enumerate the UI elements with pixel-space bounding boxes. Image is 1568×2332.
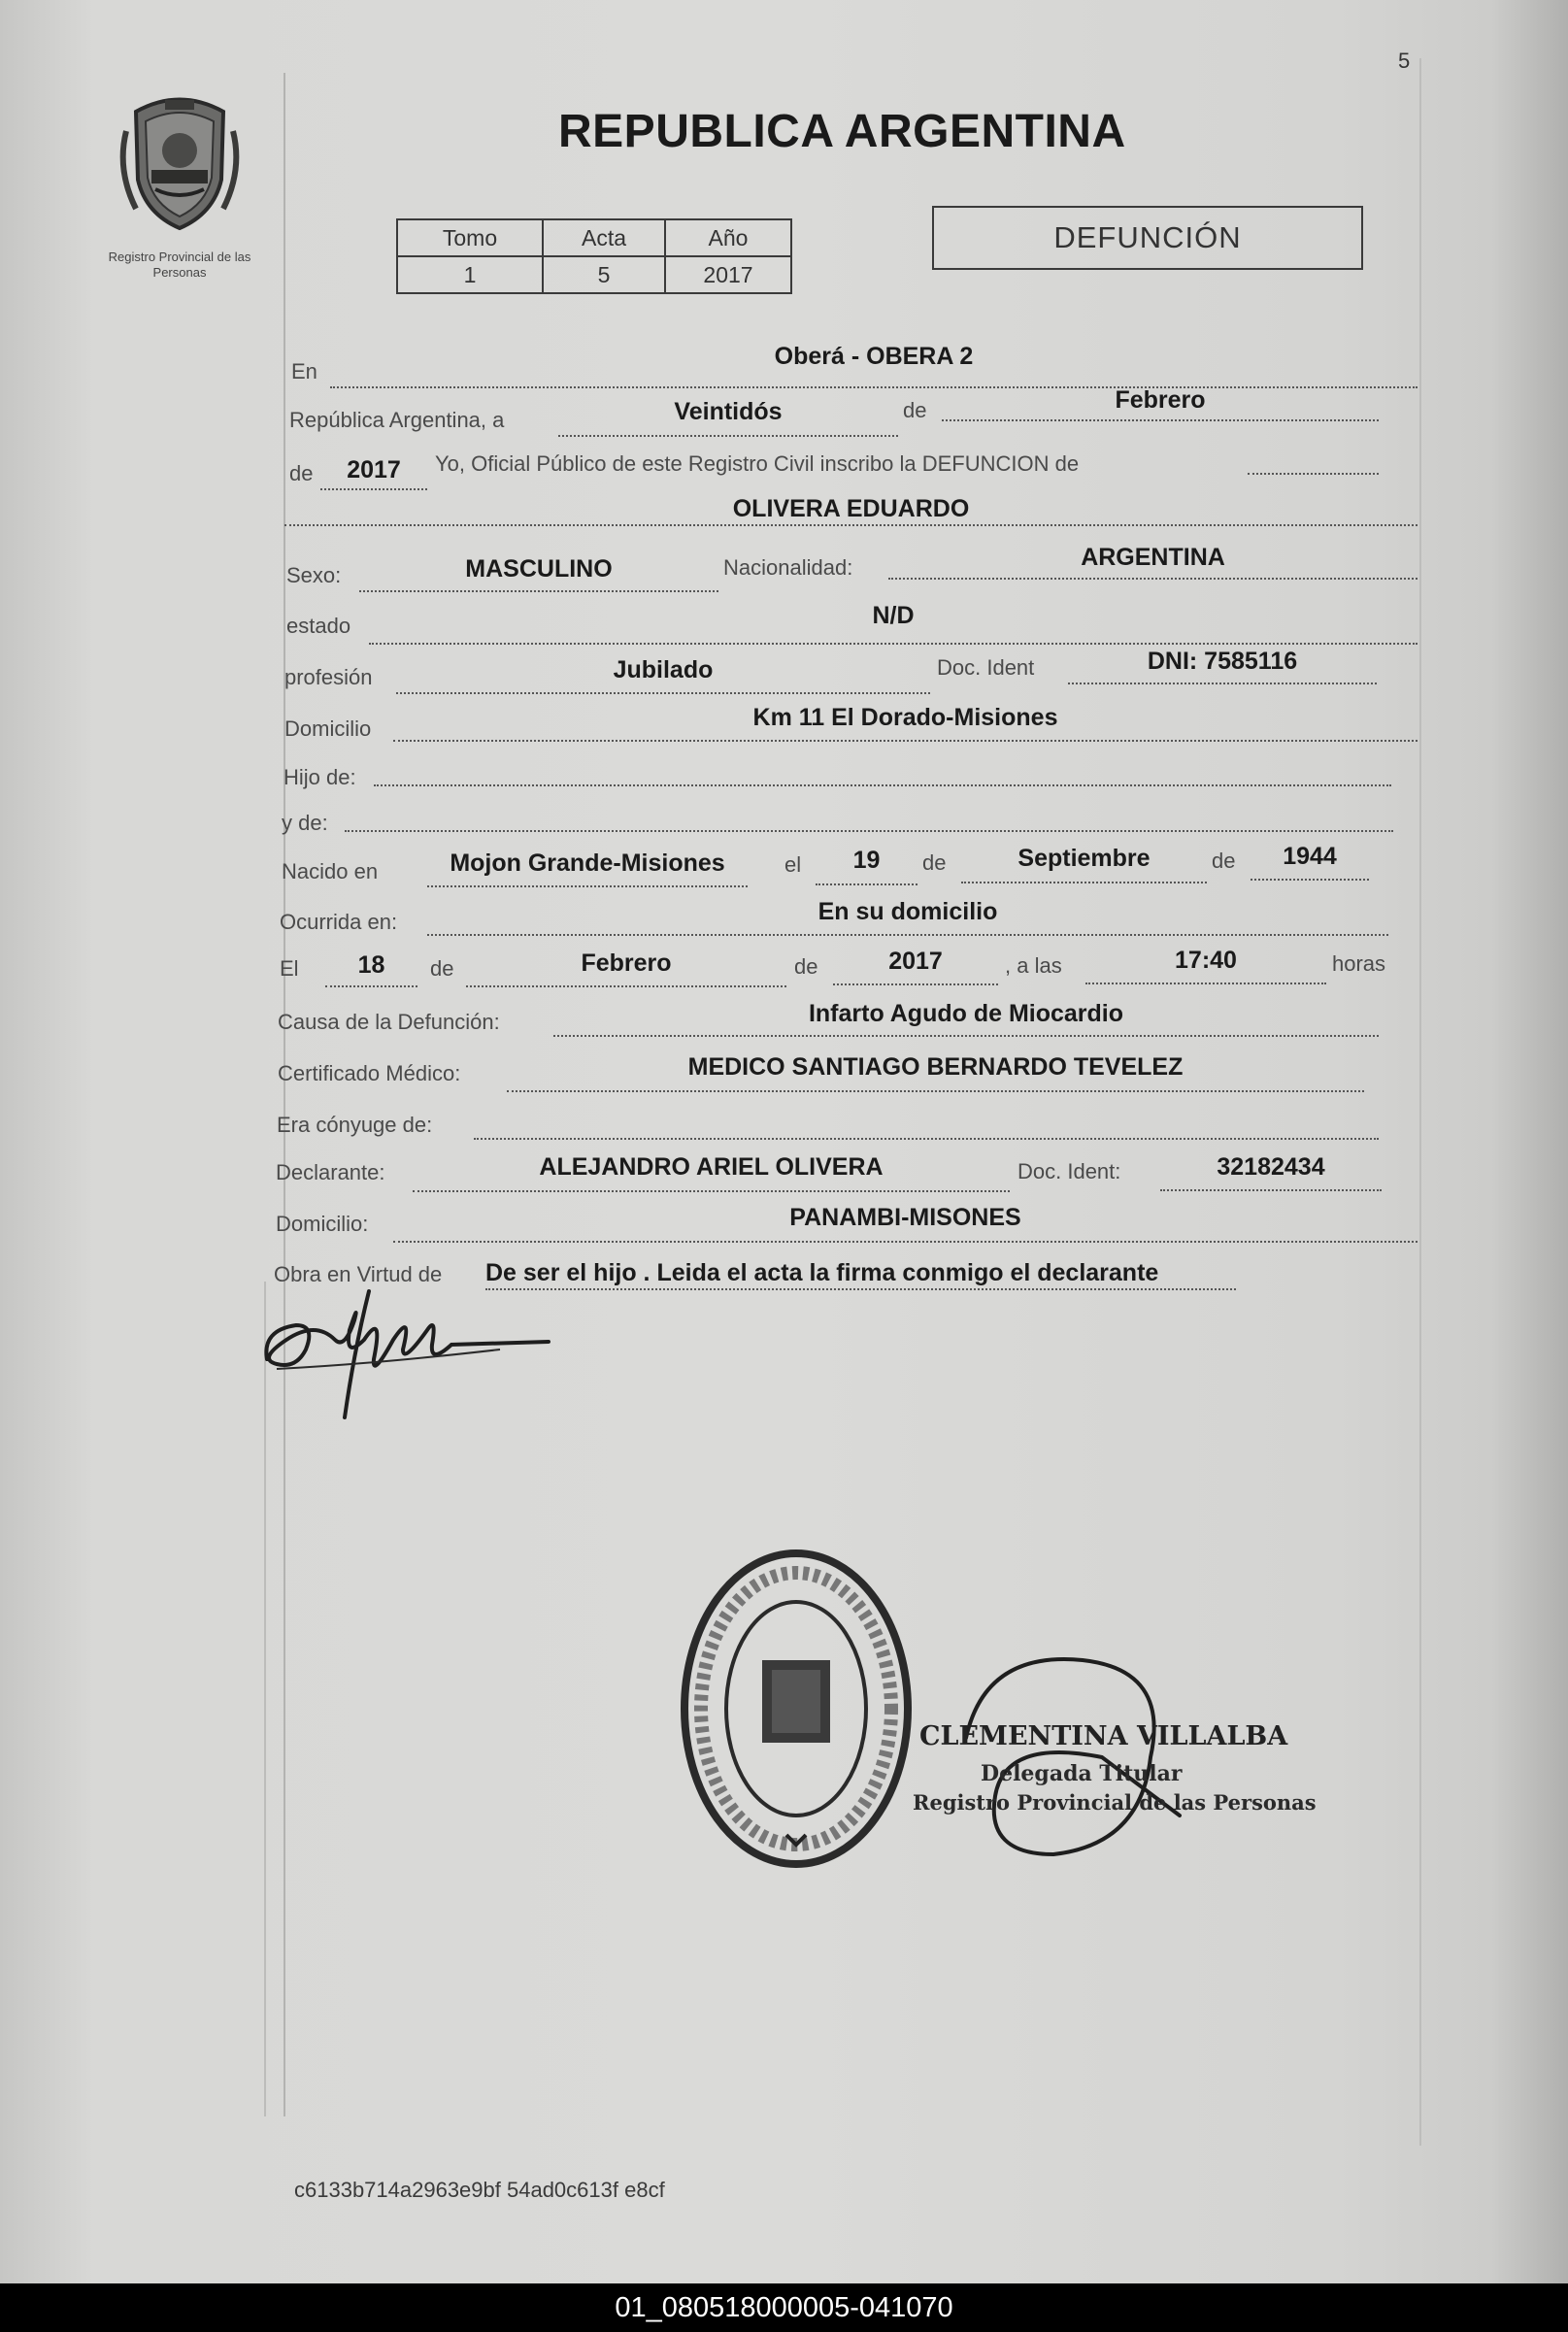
record-table: [396, 218, 792, 294]
obra-label: Obra en Virtud de: [274, 1262, 443, 1286]
year-line: [320, 488, 427, 490]
document-hash: c6133b714a2963e9bf 54ad0c613f e8cf: [294, 2178, 665, 2202]
conyuge-label: Era cónyuge de:: [277, 1113, 433, 1137]
conyuge-line: [474, 1138, 1379, 1140]
nacido-en-label: Nacido en: [282, 859, 379, 883]
en-label: En: [291, 359, 317, 383]
death-year-value: 2017: [888, 948, 943, 975]
deceased-name: OLIVERA EDUARDO: [732, 495, 970, 522]
birth-year-line: [1251, 879, 1369, 881]
nacionalidad-value: ARGENTINA: [1081, 544, 1225, 571]
domicilio-line: [393, 740, 1418, 742]
nacionalidad-label: Nacionalidad:: [723, 555, 853, 580]
certificado-value: MEDICO SANTIAGO BERNARDO TEVELEZ: [687, 1053, 1184, 1081]
causa-label: Causa de la Defunción:: [278, 1010, 500, 1034]
certificado-line: [507, 1090, 1364, 1092]
estado-value: N/D: [872, 602, 915, 629]
page-number: 5: [1398, 49, 1411, 73]
birth-year-value: 1944: [1283, 843, 1337, 870]
declarante-value: ALEJANDRO ARIEL OLIVERA: [539, 1153, 884, 1181]
causa-value: Infarto Agudo de Miocardio: [808, 1000, 1124, 1027]
declarante-label: Declarante:: [276, 1160, 385, 1184]
record-value-tomo: 1: [397, 256, 543, 293]
month-value: Febrero: [1115, 386, 1206, 414]
y-de-label: y de:: [282, 811, 328, 835]
death-month-value: Febrero: [581, 949, 672, 977]
declarante-line: [413, 1190, 1010, 1192]
obra-value: De ser el hijo . Leida el acta la firma conmigo el declarante: [485, 1259, 1159, 1286]
doc-ident2-line: [1160, 1189, 1382, 1191]
y-de-line: [345, 830, 1393, 832]
provincial-registry-emblem: [117, 92, 243, 233]
death-month-line: [466, 985, 786, 987]
profesion-label: profesión: [284, 665, 373, 689]
official-text: Yo, Oficial Público de este Registro Civil inscribo la DEFUNCION de: [435, 451, 1080, 476]
death-time-line: [1085, 983, 1326, 984]
official-text-line: [1248, 473, 1379, 475]
record-value-acta: 5: [543, 256, 665, 293]
record-value-ano: 2017: [665, 256, 791, 293]
profesion-value: Jubilado: [613, 656, 714, 683]
document-type-box: DEFUNCIÓN: [932, 206, 1363, 270]
officer-role: Delegada Titular: [981, 1761, 1183, 1786]
doc-ident-line: [1068, 683, 1377, 684]
doc-ident2-value: 32182434: [1217, 1153, 1325, 1181]
doc-ident-value: DNI: 7585116: [1147, 648, 1298, 675]
officer-name: CLEMENTINA VILLALBA: [919, 1721, 1288, 1751]
nacionalidad-line: [888, 578, 1418, 580]
a-las-label: , a las: [1005, 953, 1062, 978]
domicilio2-value: PANAMBI-MISONES: [789, 1204, 1021, 1231]
ocurrida-line: [427, 934, 1388, 936]
profesion-line: [396, 692, 930, 694]
nacido-en-line: [427, 885, 748, 887]
de-label-1: de: [903, 398, 927, 422]
birth-day-line: [816, 883, 917, 885]
domicilio-value: Km 11 El Dorado-Misiones: [752, 704, 1058, 731]
hijo-de-line: [374, 784, 1391, 786]
certificado-label: Certificado Médico:: [278, 1061, 461, 1085]
death-day-line: [325, 985, 417, 987]
birth-month-value: Septiembre: [1018, 845, 1151, 872]
ocurrida-label: Ocurrida en:: [280, 910, 398, 934]
page-title: REPUBLICA ARGENTINA: [558, 106, 1126, 157]
record-header-tomo: Tomo: [397, 219, 543, 256]
registry-caption: Registro Provincial de las Personas: [108, 250, 251, 280]
sexo-label: Sexo:: [286, 563, 342, 587]
doc-ident-label: Doc. Ident: [937, 655, 1035, 680]
official-seal: [670, 1544, 922, 1874]
de-label-5: de: [430, 956, 454, 981]
causa-line: [553, 1035, 1379, 1037]
month-line: [942, 419, 1379, 421]
record-header-acta: Acta: [543, 219, 665, 256]
en-value: Oberá - OBERA 2: [774, 343, 974, 370]
birth-month-line: [961, 882, 1207, 883]
margin-line: [284, 73, 285, 2116]
death-year-line: [833, 983, 998, 985]
domicilio2-line: [393, 1241, 1418, 1243]
estado-label: estado: [286, 614, 351, 638]
obra-line: [485, 1288, 1236, 1290]
officer-registry: Registro Provincial de las Personas: [913, 1790, 1317, 1815]
horas-label: horas: [1332, 951, 1386, 976]
domicilio-label: Domicilio: [284, 716, 372, 741]
domicilio2-label: Domicilio:: [276, 1212, 369, 1236]
page-fold-line: [1419, 58, 1421, 2146]
year-value: 2017: [347, 456, 401, 483]
de-label-2: de: [289, 461, 314, 485]
day-value: Veintidós: [674, 398, 783, 425]
sexo-value: MASCULINO: [465, 555, 613, 583]
el2-label: El: [280, 956, 299, 981]
page-edge-shadow: [1490, 0, 1568, 2283]
death-time-value: 17:40: [1175, 947, 1237, 974]
death-day-value: 18: [357, 951, 385, 979]
el-label: el: [784, 852, 802, 877]
de-label-4: de: [1212, 849, 1236, 873]
nacido-en-value: Mojon Grande-Misiones: [450, 850, 725, 877]
hijo-de-label: Hijo de:: [284, 765, 356, 789]
republica-label: República Argentina, a: [289, 408, 505, 432]
record-header-ano: Año: [665, 219, 791, 256]
doc-ident2-label: Doc. Ident:: [1018, 1159, 1121, 1183]
de-label-3: de: [922, 850, 947, 875]
file-id-footer: 01_080518000005-041070: [0, 2283, 1568, 2332]
officer-signature: [927, 1641, 1218, 1864]
birth-day-value: 19: [852, 847, 881, 874]
estado-line: [369, 643, 1418, 645]
sexo-line: [359, 590, 718, 592]
day-line: [558, 435, 898, 437]
ocurrida-value: En su domicilio: [817, 898, 998, 925]
deceased-line: [284, 524, 1418, 526]
declarant-signature: [257, 1272, 568, 1427]
de-label-6: de: [794, 954, 818, 979]
